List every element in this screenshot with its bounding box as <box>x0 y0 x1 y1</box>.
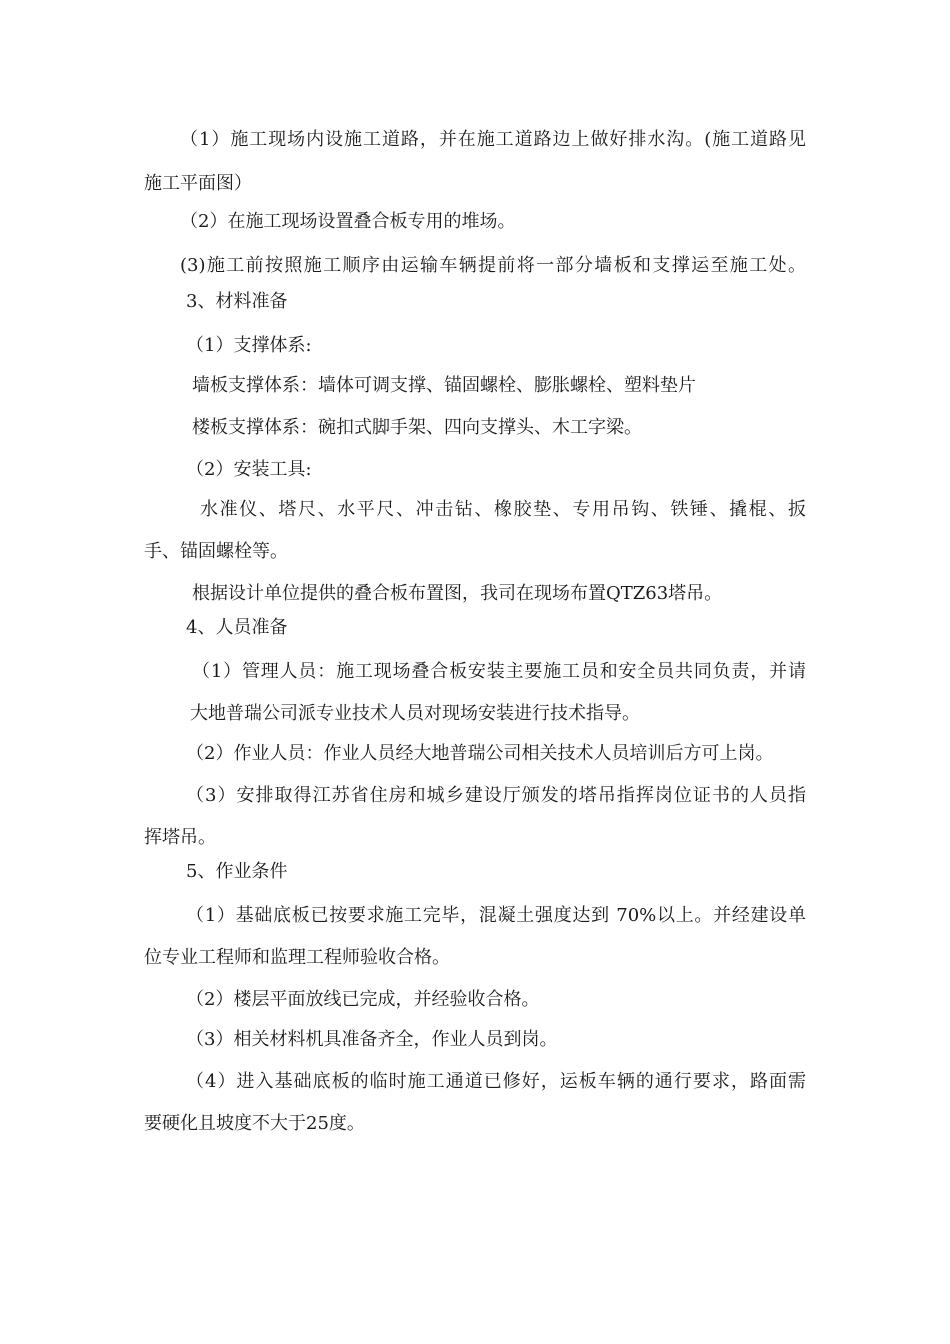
paragraph-line: （3）安排取得江苏省住房和城乡建设厅颁发的塔吊指挥岗位证书的人员指 <box>186 785 806 806</box>
section-heading: 5、作业条件 <box>186 861 288 882</box>
paragraph-line: 水准仪、塔尺、水平尺、冲击钻、橡胶垫、专用吊钩、铁锤、撬棍、扳 <box>200 499 806 520</box>
paragraph-line: （1）基础底板已按要求施工完毕，混凝土强度达到 70%以上。并经建设单 <box>186 905 806 926</box>
paragraph-line: （1）管理人员：施工现场叠合板安装主要施工员和安全员共同负责，并请 <box>192 661 806 682</box>
paragraph-line: （2）楼层平面放线已完成，并经验收合格。 <box>186 989 540 1010</box>
paragraph-line: （1）支撑体系: <box>186 335 312 356</box>
paragraph-line: （2）安装工具: <box>186 459 312 480</box>
section-heading: 4、人员准备 <box>186 617 288 638</box>
paragraph-line: 墙板支撑体系：墙体可调支撑、锚固螺栓、膨胀螺栓、塑料垫片 <box>192 375 696 396</box>
paragraph-line: （2）在施工现场设置叠合板专用的堆场。 <box>180 211 516 232</box>
paragraph-line: 根据设计单位提供的叠合板布置图，我司在现场布置QTZ63塔吊。 <box>192 583 723 604</box>
paragraph-line: 大地普瑞公司派专业技术人员对现场安装进行技术指导。 <box>190 703 640 724</box>
paragraph-line: 挥塔吊。 <box>144 827 216 848</box>
paragraph-line: （4）进入基础底板的临时施工通道已修好，运板车辆的通行要求，路面需 <box>186 1071 806 1092</box>
paragraph-line: 施工平面图） <box>144 173 252 194</box>
paragraph-line: （3）相关材料机具准备齐全，作业人员到岗。 <box>186 1029 558 1050</box>
paragraph-line: 要硬化且坡度不大于25度。 <box>144 1113 365 1134</box>
paragraph-line: (3)施工前按照施工顺序由运输车辆提前将一部分墙板和支撑运至施工处。 <box>180 255 806 276</box>
section-heading: 3、材料准备 <box>186 291 288 312</box>
paragraph-line: （2）作业人员：作业人员经大地普瑞公司相关技术人员培训后方可上岗。 <box>186 743 774 764</box>
paragraph-line: 楼板支撑体系：碗扣式脚手架、四向支撑头、木工字梁。 <box>192 417 642 438</box>
paragraph-line: 位专业工程师和监理工程师验收合格。 <box>144 947 450 968</box>
paragraph-line: （1）施工现场内设施工道路，并在施工道路边上做好排水沟。(施工道路见 <box>180 129 806 150</box>
paragraph-line: 手、锚固螺栓等。 <box>144 541 288 562</box>
